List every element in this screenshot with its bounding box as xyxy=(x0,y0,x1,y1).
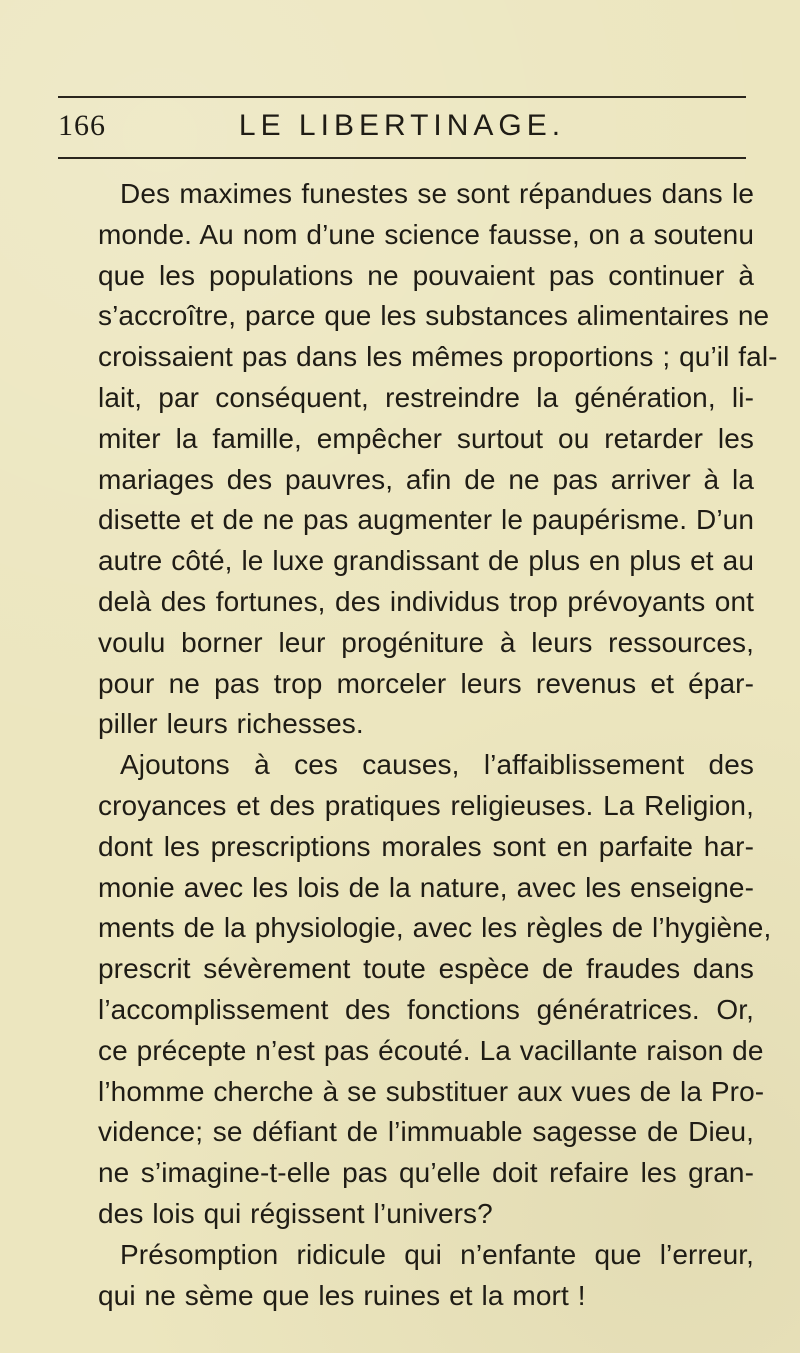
text-line: voulu borner leur progéniture à leurs ressources, xyxy=(98,626,754,658)
text-line: disette et de ne pas augmenter le paupérisme. D’un xyxy=(98,504,754,536)
running-title: LE LIBERTINAGE. xyxy=(238,109,566,142)
paragraph-3 xyxy=(98,1235,754,1317)
text-line: s’accroître, parce que les substances alimentaires ne xyxy=(98,300,770,332)
text-line: croyances et des pratiques religieuses. La Religion, xyxy=(98,789,754,821)
text-line: dont les prescriptions morales sont en parfaite har- xyxy=(98,830,754,862)
text-line: l’accomplissement des fonctions génératrices. Or, xyxy=(98,993,754,1025)
header-bottom-rule xyxy=(58,157,746,159)
header-top-rule xyxy=(58,96,746,98)
text-line: ce précepte n’est pas écouté. La vacillante raison de xyxy=(98,1034,764,1066)
text-line: piller leurs richesses. xyxy=(98,708,364,740)
paragraph-2 xyxy=(98,745,772,1235)
paragraph-1 xyxy=(98,174,778,745)
text-line: que les populations ne pouvaient pas continuer à xyxy=(98,259,754,291)
text-line: Présomption ridicule qui n’enfante que l’erreur, xyxy=(120,1238,754,1270)
text-line: prescrit sévèrement toute espèce de fraudes dans xyxy=(98,953,754,985)
text-line: l’homme cherche à se substituer aux vues de la Pro- xyxy=(98,1075,765,1107)
text-line: delà des fortunes, des individus trop prévoyants ont xyxy=(98,585,754,617)
text-line: Des maximes funestes se sont répandues dans le xyxy=(120,178,754,209)
text-line: ments de la physiologie, avec les règles de l’hygiène, xyxy=(98,912,772,944)
text-line: monie avec les lois de la nature, avec les enseigne- xyxy=(98,871,754,903)
text-line: pour ne pas trop morceler leurs revenus et épar- xyxy=(98,667,754,699)
text-line: Ajoutons à ces causes, l’affaiblissement des xyxy=(120,749,754,781)
text-line: autre côté, le luxe grandissant de plus en plus et au xyxy=(98,545,754,577)
text-line: mariages des pauvres, afin de ne pas arriver à la xyxy=(98,463,754,495)
text-line: vidence; se défiant de l’immuable sagesse de Dieu, xyxy=(98,1116,754,1148)
page-number: 166 xyxy=(58,109,106,142)
text-line: miter la famille, empêcher surtout ou retarder les xyxy=(98,422,754,454)
text-line: lait, par conséquent, restreindre la génération, li- xyxy=(98,381,754,413)
text-line: croissaient pas dans les mêmes proportions ; qu’il fal- xyxy=(98,341,778,373)
text-line: des lois qui régissent l’univers? xyxy=(98,1197,493,1229)
body-text xyxy=(98,174,778,1316)
text-line: ne s’imagine-t-elle pas qu’elle doit refaire les gran- xyxy=(98,1157,754,1189)
text-line: qui ne sème que les ruines et la mort ! xyxy=(98,1279,586,1311)
page-header xyxy=(58,105,746,147)
text-line: monde. Au nom d’une science fausse, on a soutenu xyxy=(98,218,754,250)
